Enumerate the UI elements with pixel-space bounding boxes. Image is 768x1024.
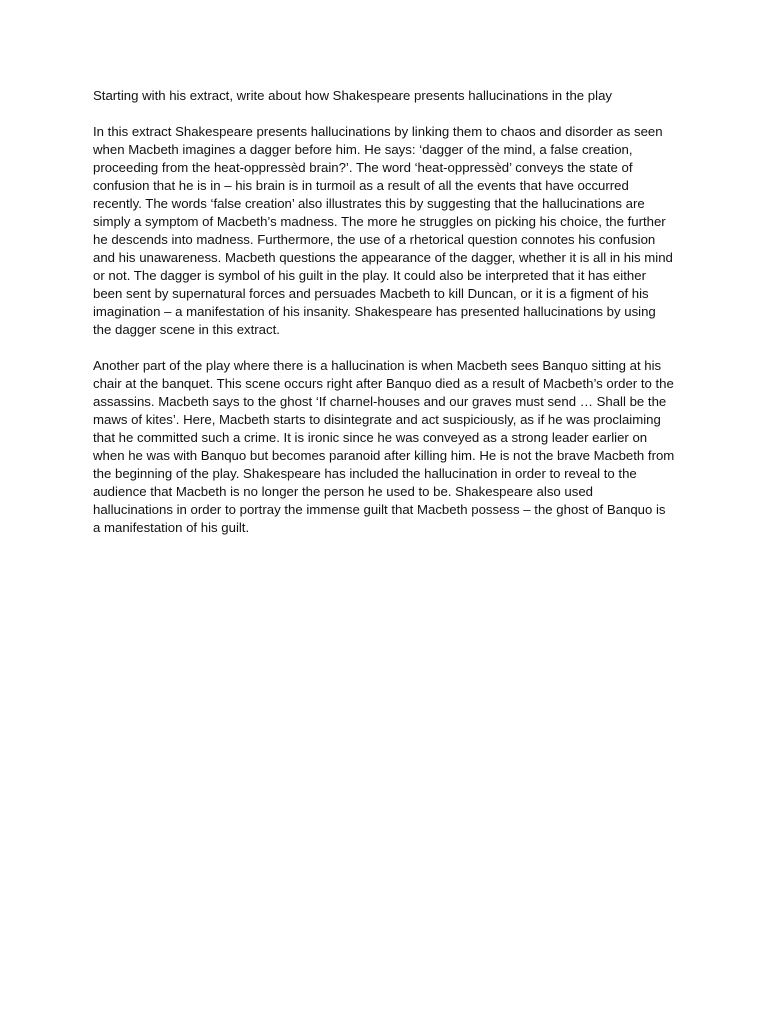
essay-paragraph-1: In this extract Shakespeare presents hallucinations by linking them to chaos and disorder as seen when Macbeth imagines a dagger before him. He says: ‘dagger of the mind, a false creation, proceeding from the heat-oppressèd brain?’. The word ‘heat-oppressèd’ conveys the state of confusion that he is in – his brain is in turmoil as a result of all the events that have occurred recently. The words ‘false creation’ also illustrates this by suggesting that the hallucinations are simply a symptom of Macbeth’s madness. The more he struggles on picking his choice, the further he descends into madness. Furthermore, the use of a rhetorical question connotes his confusion and his unawareness. Macbeth questions the appearance of the dagger, whether it is all in his mind or not. The dagger is symbol of his guilt in the play. It could also be interpreted that it has either been sent by supernatural forces and persuades Macbeth to kill Duncan, or it is a figment of his imagination – a manifestation of his insanity. Shakespeare has presented hallucinations by using the dagger scene in this extract. <box>93 124 673 337</box>
essay-question: Starting with his extract, write about how Shakespeare presents hallucinations in the play <box>93 88 612 103</box>
essay-paragraph-2: Another part of the play where there is a hallucination is when Macbeth sees Banquo sitting at his chair at the banquet. This scene occurs right after Banquo died as a result of Macbeth’s order to the assassins. Macbeth says to the ghost ‘If charnel-houses and our graves must send … Shall be the maws of kites’. Here, Macbeth starts to disintegrate and act suspiciously, as if he was proclaiming that he committed such a crime. It is ironic since he was conveyed as a strong leader earlier on when he was with Banquo but becomes paranoid after killing him. He is not the brave Macbeth from the beginning of the play. Shakespeare has included the hallucination in order to reveal to the audience that Macbeth is no longer the person he used to be. Shakespeare also used hallucinations in order to portray the immense guilt that Macbeth possess – the ghost of Banquo is a manifestation of his guilt. <box>93 358 675 535</box>
document-body <box>93 87 675 555</box>
